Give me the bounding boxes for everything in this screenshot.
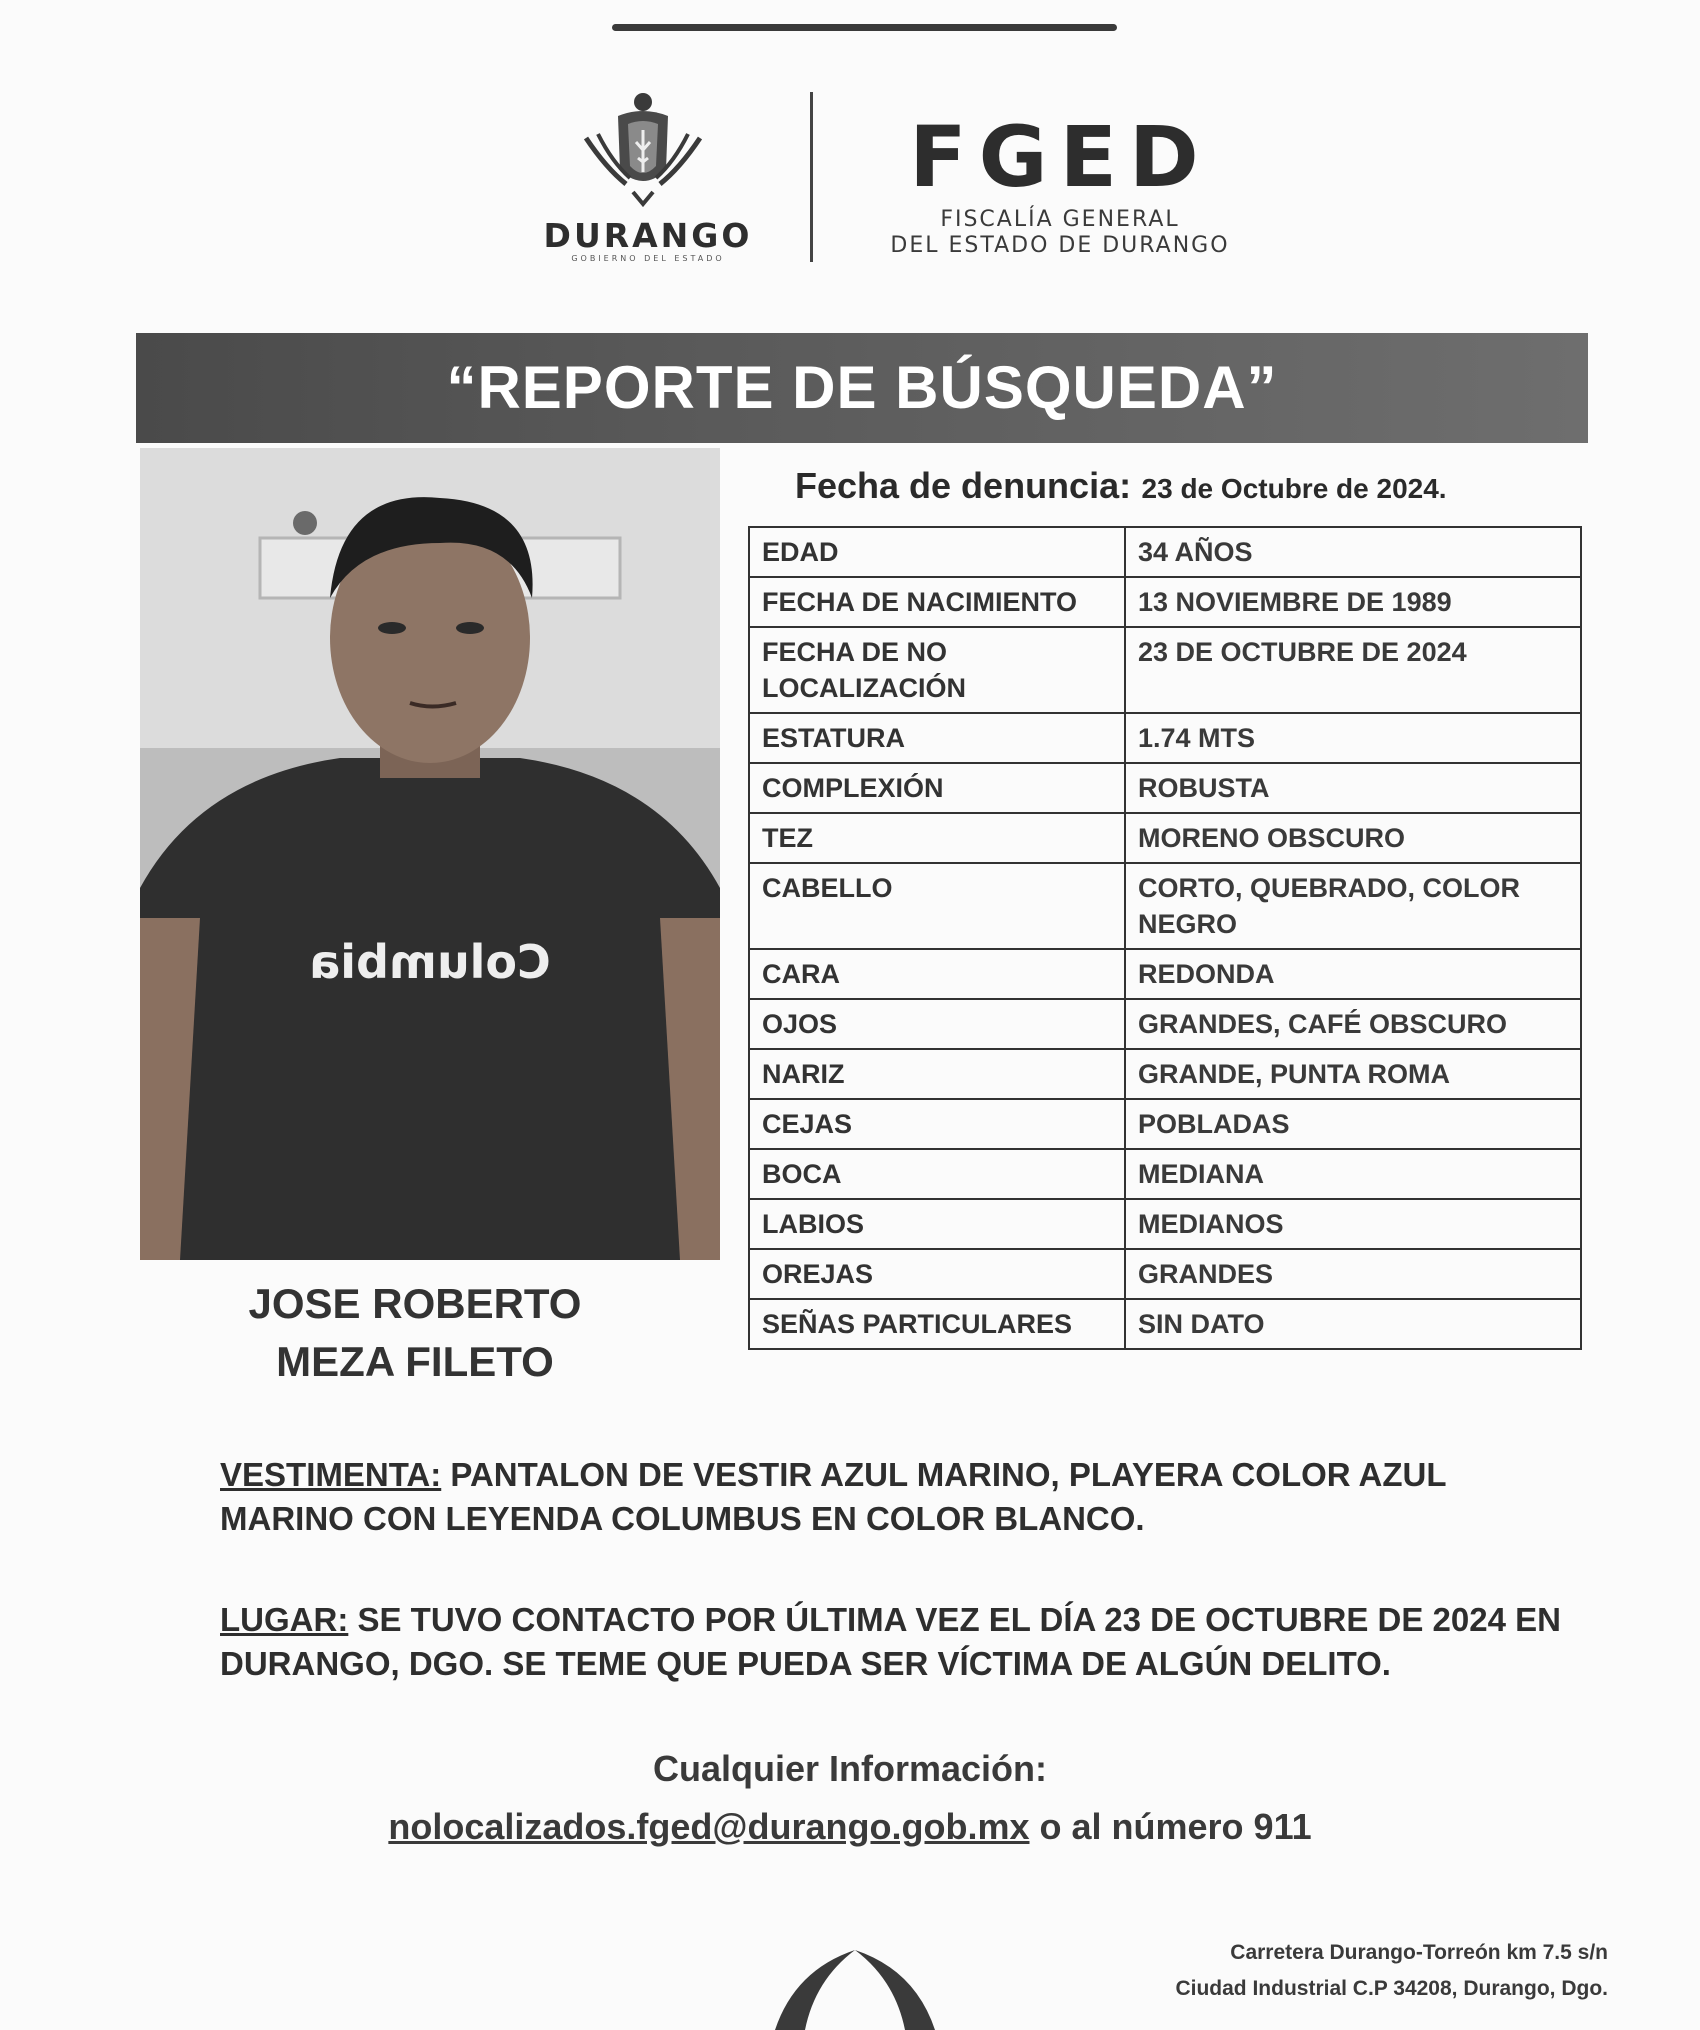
footer-address xyxy=(1175,1935,1608,2007)
fged-logo xyxy=(880,108,1240,265)
description-label: TEZ xyxy=(749,813,1125,863)
report-banner xyxy=(136,333,1588,443)
description-row xyxy=(749,763,1581,813)
durango-logo xyxy=(480,88,810,263)
description-row xyxy=(749,949,1581,999)
description-value: GRANDES xyxy=(1125,1249,1581,1299)
durango-wordmark: DURANGO xyxy=(543,216,753,255)
top-rule xyxy=(612,24,1117,31)
person-name xyxy=(180,1275,650,1391)
description-label: FECHA DE NACIMIENTO xyxy=(749,577,1125,627)
person-photo xyxy=(140,448,720,1260)
footer-address-line1: Carretera Durango-Torreón km 7.5 s/n xyxy=(1230,1941,1608,1964)
description-label: OJOS xyxy=(749,999,1125,1049)
description-label: BOCA xyxy=(749,1149,1125,1199)
description-label: FECHA DE NO LOCALIZACIÓN xyxy=(749,627,1125,713)
clothing-section xyxy=(220,1453,1580,1541)
description-label: ESTATURA xyxy=(749,713,1125,763)
description-value: GRANDE, PUNTA ROMA xyxy=(1125,1049,1581,1099)
footer-emblem-icon xyxy=(755,1940,955,2030)
description-value: 34 AÑOS xyxy=(1125,527,1581,577)
report-title: “REPORTE DE BÚSQUEDA” xyxy=(446,354,1278,421)
contact-line xyxy=(200,1806,1500,1848)
person-name-line2: MEZA FILETO xyxy=(276,1338,554,1385)
description-label: NARIZ xyxy=(749,1049,1125,1099)
place-label: LUGAR: xyxy=(220,1601,349,1638)
description-value: MORENO OBSCURO xyxy=(1125,813,1581,863)
durango-crest-icon xyxy=(578,88,708,208)
report-date xyxy=(795,465,1555,507)
description-row xyxy=(749,713,1581,763)
durango-subtitle: GOBIERNO DEL ESTADO xyxy=(571,254,725,263)
fged-acronym: FGED xyxy=(909,108,1211,206)
description-row xyxy=(749,1149,1581,1199)
contact-email-link[interactable]: nolocalizados.fged@durango.gob.mx xyxy=(388,1806,1030,1847)
description-label: LABIOS xyxy=(749,1199,1125,1249)
description-value: 1.74 MTS xyxy=(1125,713,1581,763)
description-value: MEDIANOS xyxy=(1125,1199,1581,1249)
description-row xyxy=(749,1299,1581,1349)
description-label: CEJAS xyxy=(749,1099,1125,1149)
place-section xyxy=(220,1598,1580,1686)
description-value: POBLADAS xyxy=(1125,1099,1581,1149)
description-row xyxy=(749,1099,1581,1149)
contact-phone-text: o al número 911 xyxy=(1039,1806,1312,1847)
person-photo-illustration xyxy=(140,448,720,1260)
description-row xyxy=(749,863,1581,949)
description-table-body xyxy=(749,527,1581,1349)
description-value: ROBUSTA xyxy=(1125,763,1581,813)
fged-name-line1: FISCALÍA GENERAL xyxy=(940,207,1180,232)
fged-name xyxy=(880,207,1240,259)
logo-divider xyxy=(810,92,813,262)
report-date-value: 23 de Octubre de 2024. xyxy=(1141,473,1447,504)
footer-address-line2: Ciudad Industrial C.P 34208, Durango, Dgo. xyxy=(1175,1977,1608,2000)
description-row xyxy=(749,1199,1581,1249)
shirt-logo-text: Columbia xyxy=(309,935,551,989)
description-label: CARA xyxy=(749,949,1125,999)
report-date-label: Fecha de denuncia: xyxy=(795,465,1132,506)
description-row xyxy=(749,627,1581,713)
description-row xyxy=(749,999,1581,1049)
description-value: CORTO, QUEBRADO, COLOR NEGRO xyxy=(1125,863,1581,949)
person-name-line1: JOSE ROBERTO xyxy=(248,1280,582,1327)
description-label: EDAD xyxy=(749,527,1125,577)
description-value: MEDIANA xyxy=(1125,1149,1581,1199)
description-value: REDONDA xyxy=(1125,949,1581,999)
clothing-text: PANTALON DE VESTIR AZUL MARINO, PLAYERA COLOR AZUL MARINO CON LEYENDA COLUMBUS EN COLOR BLANCO. xyxy=(220,1456,1446,1537)
description-label: SEÑAS PARTICULARES xyxy=(749,1299,1125,1349)
fged-name-line2: DEL ESTADO DE DURANGO xyxy=(890,233,1230,258)
description-label: COMPLEXIÓN xyxy=(749,763,1125,813)
description-table xyxy=(748,526,1582,1350)
description-value: 13 NOVIEMBRE DE 1989 xyxy=(1125,577,1581,627)
contact-heading: Cualquier Información: xyxy=(652,1748,1048,1789)
description-value: SIN DATO xyxy=(1125,1299,1581,1349)
description-value: GRANDES, CAFÉ OBSCURO xyxy=(1125,999,1581,1049)
description-row xyxy=(749,1049,1581,1099)
description-label: OREJAS xyxy=(749,1249,1125,1299)
description-row xyxy=(749,577,1581,627)
description-row xyxy=(749,527,1581,577)
description-value: 23 DE OCTUBRE DE 2024 xyxy=(1125,627,1581,713)
place-text: SE TUVO CONTACTO POR ÚLTIMA VEZ EL DÍA 23 DE OCTUBRE DE 2024 EN DURANGO, DGO. SE TEME QUE PUEDA SER VÍCTIMA DE ALGÚN DELITO. xyxy=(220,1601,1561,1682)
clothing-label: VESTIMENTA: xyxy=(220,1456,442,1493)
description-row xyxy=(749,1249,1581,1299)
description-label: CABELLO xyxy=(749,863,1125,949)
description-row xyxy=(749,813,1581,863)
